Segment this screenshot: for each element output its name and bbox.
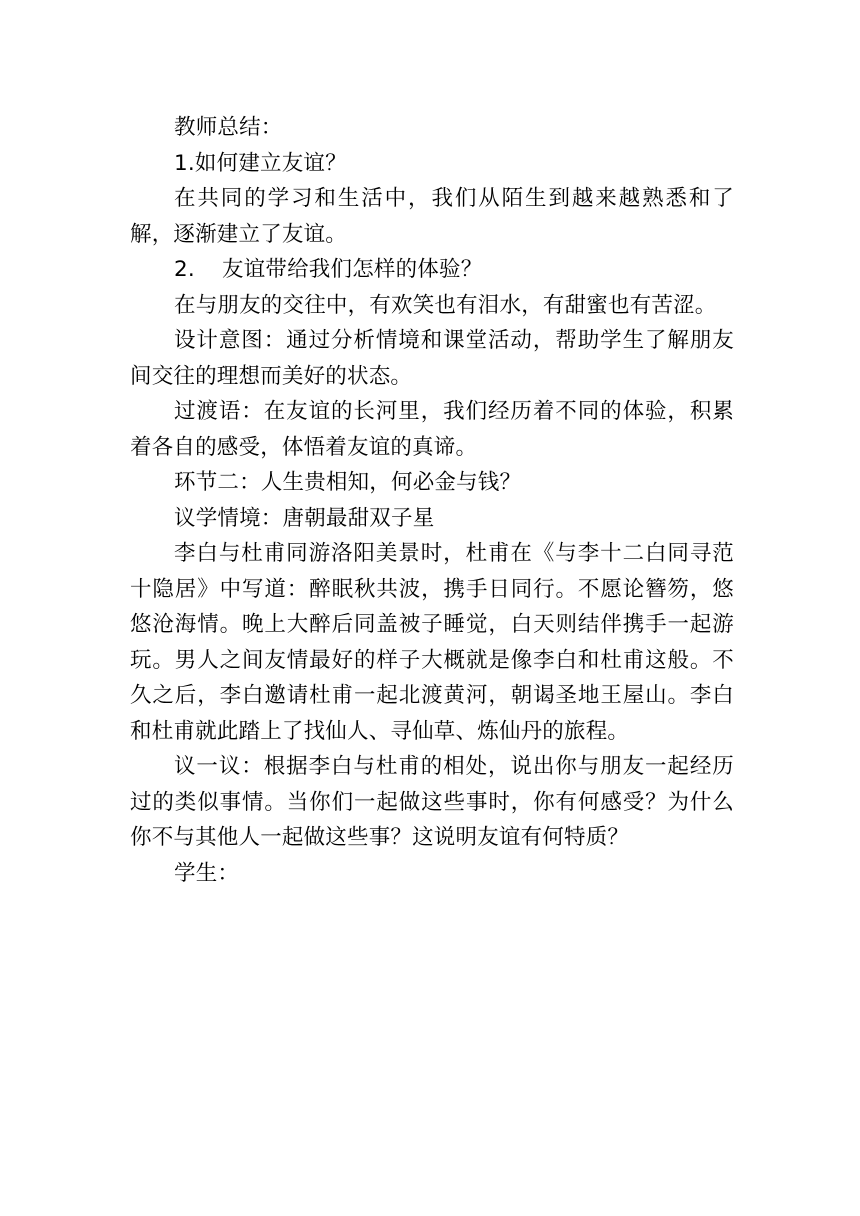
question-2-text: 友谊带给我们怎样的体验？ xyxy=(222,257,483,282)
paragraph-question-2 xyxy=(130,252,734,288)
paragraph-student: 学生： xyxy=(174,860,240,886)
paragraph-discussion: 议一议：根据李白与杜甫的相处，说出你与朋友一起经历过的类似事情。当你们一起做这些事时，你有何感受？为什么你不与其他人一起做这些事？这说明友谊有何特质？ xyxy=(130,754,734,850)
document-body xyxy=(130,110,734,891)
paragraph-transition: 过渡语：在友谊的长河里，我们经历着不同的体验，积累着各自的感受，体悟着友谊的真谛。 xyxy=(130,399,734,460)
list-number: 2. xyxy=(174,257,195,282)
paragraph-scenario-story: 李白与杜甫同游洛阳美景时，杜甫在《与李十二白同寻范十隐居》中写道：醉眠秋共波，携手日同行。不愿论簪笏，悠悠沧海情。晚上大醉后同盖被子睡觉，白天则结伴携手一起游玩。男人之间友情最好的样子大概就是像李白和杜甫这般。不久之后，李白邀请杜甫一起北渡黄河，朝谒圣地王屋山。李白和杜甫就此踏上了找仙人、寻仙草、炼仙丹的旅程。 xyxy=(130,541,734,744)
paragraph-section-2-heading: 环节二：人生贵相知，何必金与钱？ xyxy=(174,470,522,495)
paragraph-answer-1: 在共同的学习和生活中，我们从陌生到越来越熟悉和了解，逐渐建立了友谊。 xyxy=(130,186,734,247)
paragraph-design-intent: 设计意图：通过分析情境和课堂活动，帮助学生了解朋友间交往的理想而美好的状态。 xyxy=(130,328,734,389)
paragraph-answer-2: 在与朋友的交往中，有欢笑也有泪水，有甜蜜也有苦涩。 xyxy=(174,292,717,318)
paragraph-scenario-title: 议学情境：唐朝最甜双子星 xyxy=(174,505,435,531)
paragraph-question-1: 1.如何建立友谊？ xyxy=(174,150,347,176)
paragraph-teacher-summary: 教师总结： xyxy=(174,115,283,140)
